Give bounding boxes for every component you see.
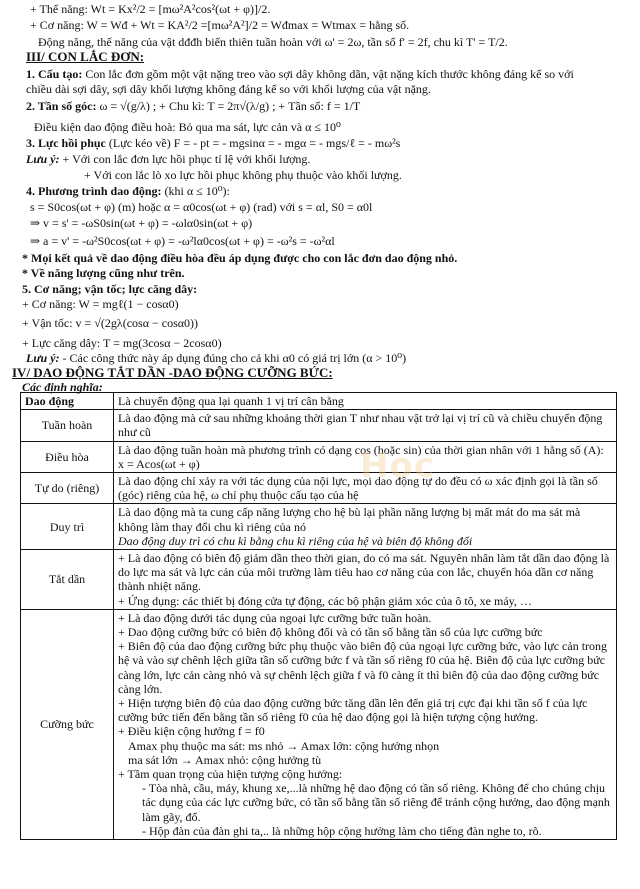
definition-paragraph: - Hộp đàn của đàn ghi ta,.. là những hộp cộng hưởng làm cho tiếng đàn nghe to, rõ. bbox=[142, 823, 542, 838]
table-row bbox=[21, 550, 617, 610]
acceleration-equation: ⇒ a = v' = -ω²S0cos(ωt + φ) = -ω²lα0cos(ωt + φ) = -ω²s = -ω²αl bbox=[30, 234, 335, 248]
table-cell-definition bbox=[114, 504, 617, 550]
potential-energy-line: + Thế năng: Wt = Kx²/2 = [mω²A²cos²(ωt + φ)]/2. bbox=[30, 2, 271, 16]
definition-paragraph: + Dao động cưỡng bức có biên độ không đổi và có tần số bằng tần số của lực cưỡng bức bbox=[118, 625, 543, 640]
note-line-1 bbox=[26, 152, 310, 166]
definitions-table bbox=[20, 392, 617, 840]
table-cell-term: Cưỡng bức bbox=[21, 609, 114, 839]
note-line-2: + Với con lắc lò xo lực hồi phục không phụ thuộc vào khối lượng. bbox=[84, 168, 402, 182]
velocity-equation: ⇒ v = s' = -ωS0sin(ωt + φ) = -ωlα0sin(ωt + φ) bbox=[30, 216, 253, 230]
table-cell-definition: Là dao động chỉ xảy ra với tác dụng của nội lực, mọi dao động tự do đều có ω xác định gọi là tần số (góc) riêng của hệ, ω chỉ phụ thuộc cấu tạo của hệ bbox=[114, 473, 617, 504]
table-cell-definition bbox=[114, 550, 617, 610]
definitions-heading: Các định nghĩa: bbox=[22, 380, 103, 394]
table-cell-term: Tuần hoàn bbox=[21, 410, 114, 441]
definition-paragraph: Dao động duy trì có chu kì bằng chu kì riêng của hệ và biên độ không đổi bbox=[118, 533, 473, 548]
note-label-2: Lưu ý: bbox=[26, 351, 60, 365]
mechanical-energy-line: + Cơ năng: W = Wđ + Wt = KA²/2 =[mω²A²]/2 = Wđmax = Wtmax = hằng số. bbox=[30, 18, 410, 32]
equation-label: 4. Phương trình dao động: bbox=[26, 184, 162, 198]
remark-energy: * Về năng lượng cũng như trên. bbox=[22, 266, 185, 280]
definition-paragraph: + Hiện tượng biên độ của dao động cưỡng bức tăng dần lên đến giá trị cực đại khi tần số f của lực cưỡng bức tiến đến bằng tần số riêng f0 của hệ dao động gọi là hiện tượng cộng hưởng. bbox=[118, 696, 588, 725]
table-cell-definition: Là dao động tuần hoàn mà phương trình có dạng cos (hoặc sin) của thời gian nhân với 1 hằng số (A): x = Acos(ωt + φ) bbox=[114, 441, 617, 472]
definition-paragraph: Là dao động mà ta cung cấp năng lượng cho hệ bù lại phần năng lượng bị mất mát do ma sát mà không làm thay đổi chu kì riêng của nó bbox=[118, 505, 581, 534]
definition-paragraph: + Ứng dụng: các thiết bị đóng cửa tự động, các bộ phận giảm xóc của ô tô, xe máy, … bbox=[118, 593, 532, 608]
table-cell-definition bbox=[114, 609, 617, 839]
table-row bbox=[21, 504, 617, 550]
definition-paragraph: + Điều kiện cộng hưởng f = f0 bbox=[118, 724, 265, 739]
note-text-1: + Với con lắc đơn lực hồi phục tỉ lệ với khối lượng. bbox=[59, 152, 311, 166]
table-cell-term: Duy trì bbox=[21, 504, 114, 550]
definition-paragraph: ma sát lớn → Amax nhỏ: cộng hưởng tù bbox=[128, 752, 322, 767]
table-row bbox=[21, 609, 617, 839]
table-cell-definition: Là dao động mà cứ sau những khoảng thời gian T như nhau vật trở lại vị trí cũ và chiều chuyển động như cũ bbox=[114, 410, 617, 441]
structure-label: 1. Cấu tạo: bbox=[26, 67, 83, 81]
definition-paragraph: + Là dao động có biên độ giảm dần theo thời gian, do có ma sát. Nguyên nhân làm tắt dần dao động là do lực ma sát và lực cản của môi trường làm tiêu hao cơ năng của con lắc, chuyển hóa dần cơ năng thành nhiệt năng. bbox=[118, 551, 610, 594]
table-cell-definition: Là chuyển động qua lại quanh 1 vị trí cân bằng bbox=[114, 393, 617, 410]
velocity-formula: + Vận tốc: v = √(2gλ(cosα − cosα0)) bbox=[22, 316, 199, 330]
note-text-3: - Các công thức này áp dụng đúng cho cả khi α0 có giá trị lớn (α > 10⁰) bbox=[59, 351, 407, 365]
table-cell-term: Điều hòa bbox=[21, 441, 114, 472]
harmonic-condition-line: Điều kiện dao động điều hoà: Bỏ qua ma sát, lực cản và α ≤ 10⁰ bbox=[34, 120, 341, 134]
note-line-3 bbox=[26, 351, 406, 365]
restoring-force-formula: (Lực kéo về) F = - pt = - mgsinα = - mgα = - mgs/ℓ = - mω²s bbox=[105, 136, 401, 150]
table-cell-term: Tự do (riêng) bbox=[21, 473, 114, 504]
tension-formula: + Lực căng dây: T = mg(3cosα − 2cosα0) bbox=[22, 336, 222, 350]
energy-variation-line: Động năng, thế năng của vật dđđh biến thiên tuần hoàn với ω' = 2ω, tần số f' = 2f, chu kì T' = T/2. bbox=[38, 35, 508, 49]
restoring-force-line bbox=[26, 136, 400, 150]
section-iii-heading: III/ CON LẮC ĐƠN: bbox=[26, 49, 145, 64]
structure-line bbox=[26, 67, 574, 81]
angular-frequency-formulas: ω = √(g/λ) ; + Chu kì: T = 2π√(λ/g) ; + Tần số: f = 1/T bbox=[96, 99, 361, 113]
definition-paragraph: + Là dao động dưới tác dụng của ngoại lực cưỡng bức tuần hoàn. bbox=[118, 610, 432, 625]
displacement-equation: s = S0cos(ωt + φ) (m) hoặc α = α0cos(ωt + φ) (rad) với s = αl, S0 = α0l bbox=[30, 200, 373, 214]
definition-paragraph: Amax phụ thuộc ma sát: ms nhỏ → Amax lớn: cộng hưởng nhọn bbox=[128, 738, 440, 753]
section-iv-heading: IV/ DAO ĐỘNG TẮT DẦN -DAO ĐỘNG CƯỠNG BỨC: bbox=[12, 365, 333, 380]
table-cell-term: Tắt dần bbox=[21, 550, 114, 610]
definition-paragraph: + Biên độ của dao động cưỡng bức phụ thuộc vào biên độ của ngoại lực cưỡng bức, vào lực cản trong hệ và vào sự chênh lệch giữa tần số cưỡng bức f và tần số riêng f0 của hệ. Biên độ của lực cưỡng bức càng lớn, lực cản càng nhỏ và sự chênh lệch giữa f và f0 càng ít thì biên độ của dao động cưỡng bức càng lớn. bbox=[118, 639, 608, 696]
remark-harmonic: * Mọi kết quả về dao động điều hòa đều áp dụng được cho con lắc đơn dao động nhỏ. bbox=[22, 251, 458, 265]
note-label: Lưu ý: bbox=[26, 152, 60, 166]
table-row bbox=[21, 410, 617, 441]
restoring-force-label: 3. Lực hồi phục bbox=[26, 136, 106, 150]
table-cell-term: Dao động bbox=[21, 393, 114, 410]
structure-line-2: chiều dài sợi dây, sợi dây khối lượng không đáng kể so với khối lượng của vật nặng. bbox=[26, 82, 431, 96]
table-row bbox=[21, 473, 617, 504]
energy-section-heading: 5. Cơ năng; vận tốc; lực căng dây: bbox=[22, 282, 198, 296]
angular-frequency-label: 2. Tần số góc: bbox=[26, 99, 97, 113]
table-row bbox=[21, 441, 617, 472]
table-header-row bbox=[21, 393, 617, 410]
structure-text: Con lắc đơn gồm một vật nặng treo vào sợi dây không dãn, vật nặng kích thước không đáng kể so với bbox=[82, 67, 574, 81]
equation-condition: (khi α ≤ 10⁰): bbox=[161, 184, 230, 198]
definition-paragraph: + Tầm quan trọng của hiện tượng cộng hưởng: bbox=[118, 767, 343, 782]
definition-paragraph: - Tòa nhà, cầu, máy, khung xe,...là những hệ dao động có tần số riêng. Không để cho chúng chịu tác dụng của các lực cưỡng bức, có tần số bằng tần số riêng để tránh cộng hưởng, dao động mạnh làm gãy, đổ. bbox=[142, 781, 610, 824]
equation-heading-line bbox=[26, 184, 230, 198]
angular-frequency-line bbox=[26, 99, 360, 113]
mechanical-energy-formula: + Cơ năng: W = mgℓ(1 − cosα0) bbox=[22, 297, 179, 311]
watermark-logo: Hoc bbox=[360, 446, 435, 486]
